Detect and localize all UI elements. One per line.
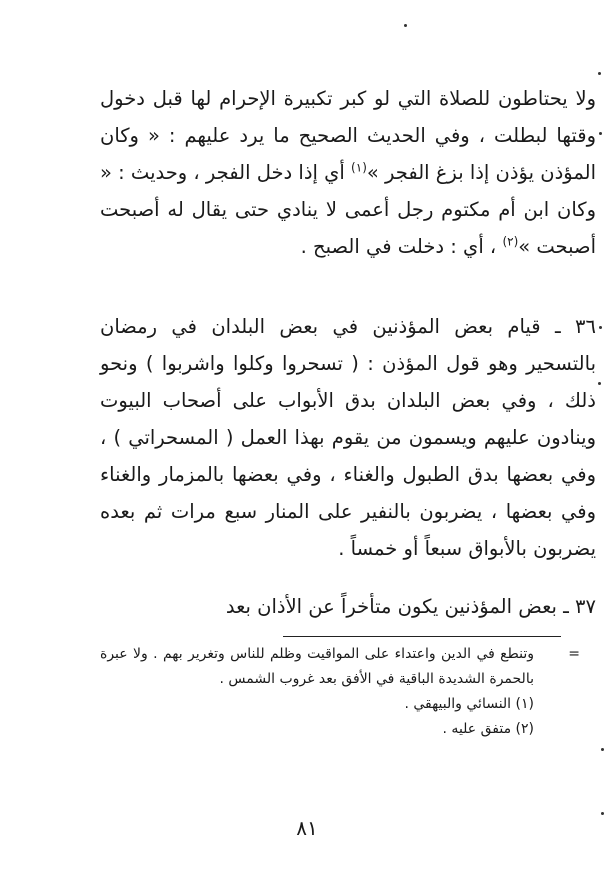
footnote-ref-2[interactable]: (٢)	[502, 234, 519, 249]
continuation-marker: =	[568, 646, 580, 662]
speck-mark	[598, 382, 601, 385]
paragraph-36	[100, 308, 596, 567]
footnote-2: (٢) متفق عليه .	[442, 721, 534, 737]
speck-mark	[599, 132, 602, 135]
speck-mark	[598, 72, 601, 75]
speck-mark	[599, 326, 602, 329]
paragraph-37	[100, 588, 596, 625]
footnote-ref-1[interactable]: (١)	[351, 160, 367, 175]
footnotes	[100, 642, 580, 742]
footnote-continuation-text: وتنطع في الدين واعتداء على المواقيت وظلم للناس وتغرير بهم . ولا عبرة بالحمرة الشديدة الباقية في الأفق بعد غروب الشمس .	[100, 646, 534, 687]
footnote-1: (١) النسائي والبيهقي .	[404, 696, 534, 712]
footnote-divider	[283, 636, 561, 637]
paragraph-1	[100, 80, 596, 265]
speck-mark	[601, 812, 604, 815]
footnote-continuation	[100, 642, 580, 692]
paragraph-1-text-c: ، أي : دخلت في الصبح .	[300, 235, 503, 258]
page-number: ٨١	[296, 816, 318, 840]
paragraph-1-text-a: ولا يحتاطون للصلاة التي لو كبر تكبيرة الإحرام لها قبل دخول وقتها لبطلت ، وفي الحديث الصحيح ما يرد عليهم : « وكان المؤذن يؤذن إذا بزغ الفجر »	[100, 87, 596, 184]
paragraph-37-text: ٣٧ ـ بعض المؤذنين يكون متأخراً عن الأذان بعد	[225, 595, 596, 618]
speck-mark	[404, 24, 407, 27]
paragraph-36-text: ٣٦ ـ قيام بعض المؤذنين في بعض البلدان في رمضان بالتسحير وهو قول المؤذن : ( تسحروا وكلوا واشربوا ) ونحو ذلك ، وفي بعض البلدان بدق الأبواب على أصحاب البيوت وينادون عليهم ويسمون من يقوم بهذا العمل ( المسحراتي ) ، وفي بعضها بدق الطبول والغناء ، وفي بعضها بالمزمار والغناء وفي بعضها ، يضربون بالنفير على المنار سبع مرات ثم بعده يضربون بالأبواق سبعاً أو خمساً .	[100, 315, 596, 560]
speck-mark	[601, 748, 604, 751]
paragraph-1-text-b: أي إذا دخل الفجر ، وحديث : « وكان ابن أم مكتوم رجل أعمى لا ينادي حتى يقال له أصبحت أصبحت »	[100, 161, 596, 258]
